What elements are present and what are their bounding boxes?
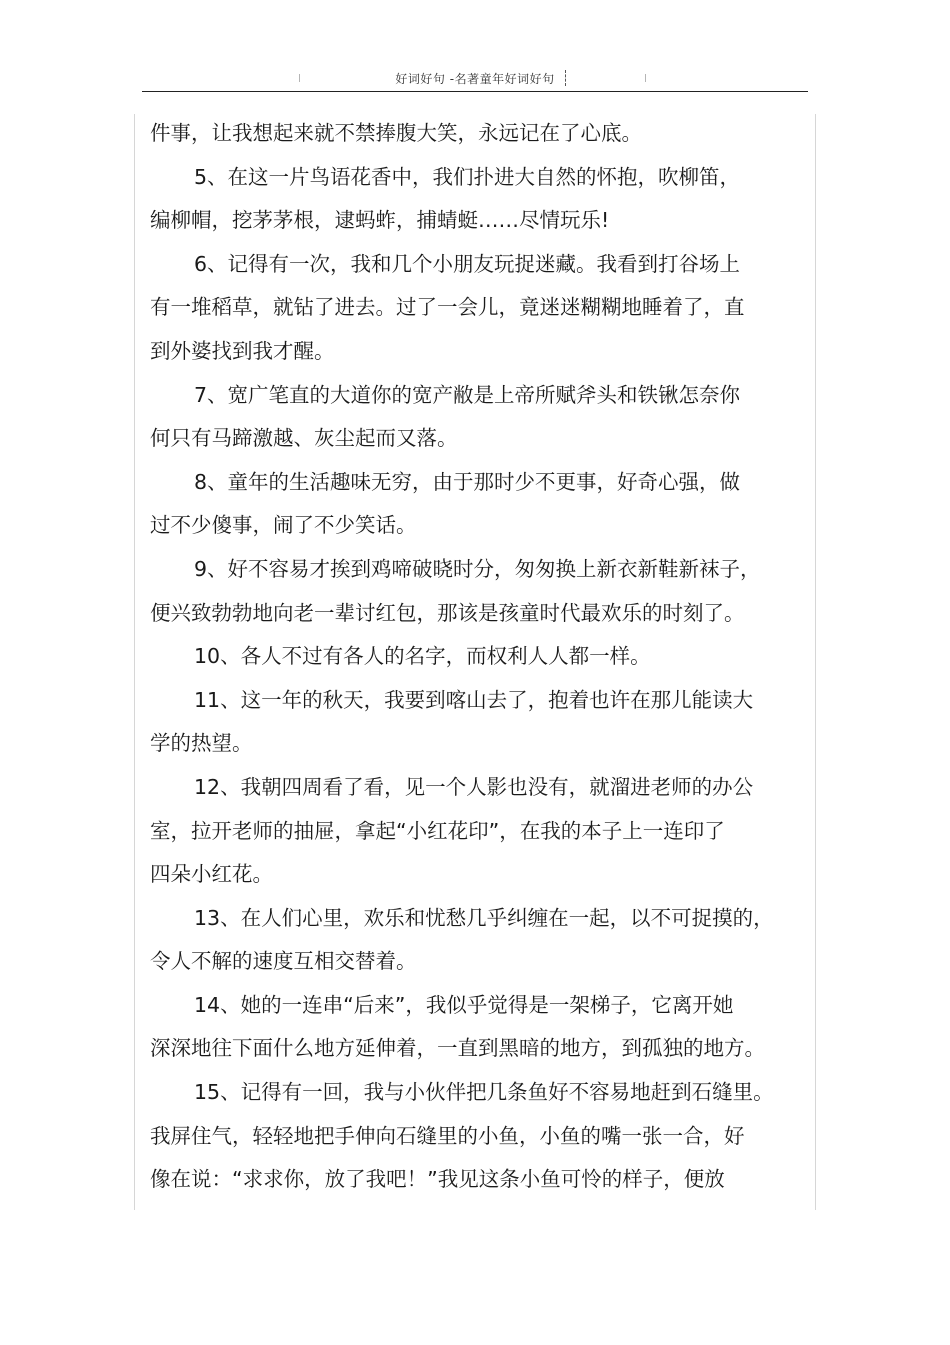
left-margin-line [134,114,135,1210]
paragraph-first-line: 11、这一年的秋天，我要到喀山去了，抱着也许在那儿能读大 [194,687,754,712]
paragraph-line: 像在说：“求求你，放了我吧！”我见这条小鱼可怜的样子，便放 [150,1167,725,1192]
header-rule [142,91,808,92]
paragraph-line: 室，拉开老师的抽屉，拿起“小红花印”，在我的本子上一连印了 [150,818,725,843]
paragraph-line: 深深地往下面什么地方延伸着，一直到黑暗的地方，到孤独的地方。 [150,1036,765,1061]
paragraph-line: 到外婆找到我才醒。 [150,338,335,363]
header-title: 好词好句 -名著童年好词好句 [395,72,555,86]
paragraph-first-line: 7、宽广笔直的大道你的宽产敝是上帝所赋斧头和铁锹怎奈你 [194,382,741,407]
paragraph-first-line: 12、我朝四周看了看，见一个人影也没有，就溜进老师的办公 [194,774,754,799]
page-header [142,62,808,92]
paragraph-first-line: 5、在这一片鸟语花香中，我们扑进大自然的怀抱，吹柳笛， [194,164,741,189]
paragraph-line: 四朵小红花。 [150,862,273,887]
paragraph-line: 件事，让我想起来就不禁捧腹大笑，永远记在了心底。 [150,121,642,145]
paragraph-line: 有一堆稻草，就钻了进去。过了一会儿，竟迷迷糊糊地睡着了，直 [150,295,745,320]
paragraph-first-line: 13、在人们心里，欢乐和忧愁几乎纠缠在一起，以不可捉摸的， [194,905,774,930]
paragraph-line: 我屏住气，轻轻地把手伸向石缝里的小鱼，小鱼的嘴一张一合，好 [150,1123,745,1148]
paragraph-first-line: 14、她的一连串“后来”，我似乎觉得是一架梯子，它离开她 [194,992,734,1017]
paragraph-line: 令人不解的速度互相交替着。 [150,949,417,974]
paragraph-line: 学的热望。 [150,731,253,756]
paragraph-line: 编柳帽，挖茅茅根，逮蚂蚱，捕蜻蜓……尽情玩乐! [150,208,610,233]
paragraph-first-line: 9、好不容易才挨到鸡啼破晓时分，匆匆换上新衣新鞋新袜子， [194,556,761,581]
paragraph-first-line: 8、童年的生活趣味无穷，由于那时少不更事，好奇心强，做 [194,469,741,494]
right-margin-line [815,114,816,1210]
paragraph-line: 何只有马蹄激越、灰尘起而又落。 [150,426,458,451]
paragraph-line: 过不少傻事，闹了不少笑话。 [150,513,417,538]
paragraph-first-line: 6、记得有一次，我和几个小朋友玩捉迷藏。我看到打谷场上 [194,251,741,276]
paragraph-line: 便兴致勃勃地向老一辈讨红包，那该是孩童时代最欢乐的时刻了。 [150,600,745,625]
document-body [150,112,790,1202]
paragraph-first-line: 10、各人不过有各人的名字，而权利人人都一样。 [194,644,651,669]
paragraph-first-line: 15、记得有一回，我与小伙伴把几条鱼好不容易地赶到石缝里。 [194,1080,774,1105]
